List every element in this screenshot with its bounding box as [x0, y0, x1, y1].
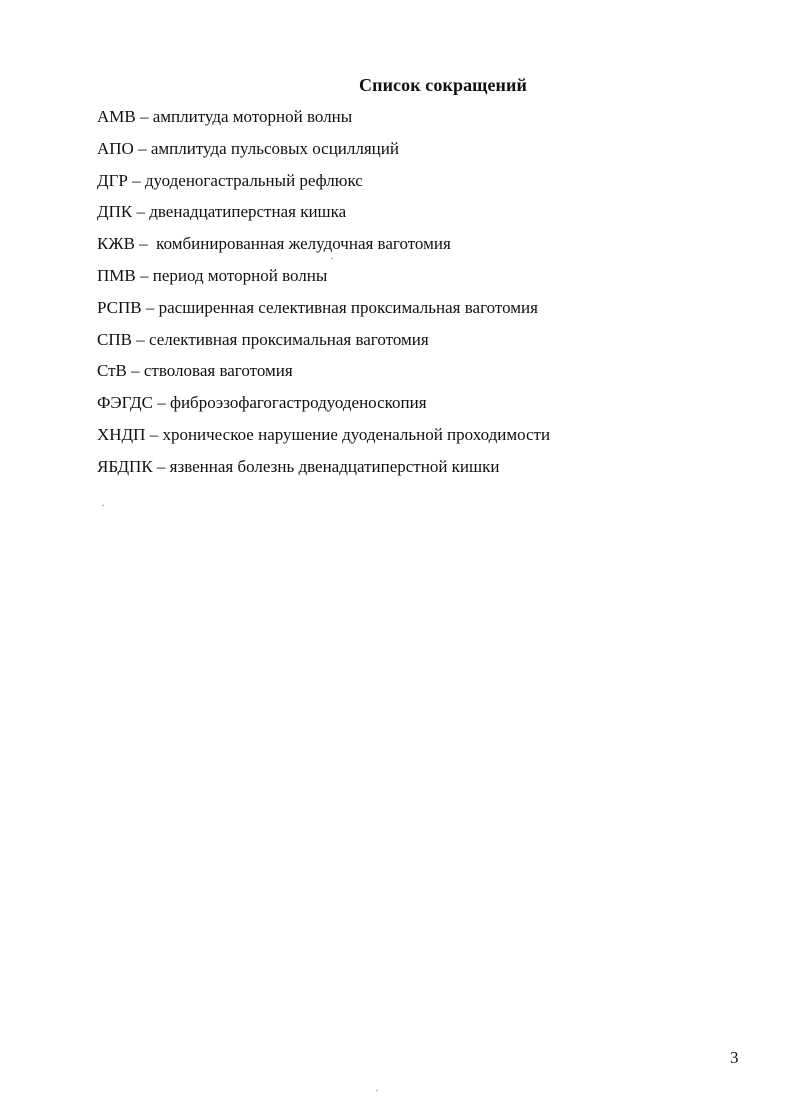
separator: – [141, 297, 159, 317]
separator: – [131, 329, 149, 349]
abbreviation-term: СПВ [97, 329, 132, 349]
separator: – [145, 424, 163, 444]
abbreviation-definition: стволовая ваготомия [143, 361, 293, 381]
list-item [97, 169, 550, 201]
list-item [97, 391, 550, 423]
abbreviation-definition: селективная проксимальная ваготомия [148, 329, 429, 349]
abbreviation-definition: дуоденогастральный рефлюкс [144, 170, 363, 190]
abbreviation-term: КЖВ [97, 234, 135, 254]
separator: – [152, 456, 170, 476]
page-title: Список сокращений [359, 75, 527, 95]
abbreviation-definition: амплитуда пульсовых осцилляций [150, 138, 399, 158]
list-item [97, 105, 550, 137]
list-item [97, 455, 550, 487]
list-item [97, 232, 550, 264]
separator: – [132, 202, 150, 222]
list-item [97, 423, 550, 455]
list-item [97, 359, 550, 391]
scan-speck [376, 1089, 378, 1091]
separator: – [133, 138, 151, 158]
separator: – [135, 107, 153, 126]
abbreviation-definition: период моторной волны [152, 265, 328, 285]
abbreviation-definition: фиброэзофагогастродуоденоскопия [169, 393, 427, 413]
scan-speck [102, 504, 104, 506]
abbreviation-list [97, 105, 550, 487]
list-item [97, 200, 550, 232]
separator: – [152, 393, 170, 413]
list-item [97, 296, 550, 328]
abbreviation-definition: двенадцатиперстная кишка [149, 202, 347, 222]
abbreviation-term: ПМВ [97, 265, 136, 285]
abbreviation-definition: хроническое нарушение дуоденальной проходимости [162, 424, 551, 444]
separator: – [127, 170, 145, 190]
list-item [97, 328, 550, 360]
abbreviation-term: СтВ [97, 361, 127, 381]
abbreviation-definition: амплитуда моторной волны [152, 107, 353, 126]
separator: – [126, 361, 144, 381]
separator: – [135, 265, 153, 285]
list-item [97, 137, 550, 169]
abbreviation-term: РСПВ [97, 297, 142, 317]
abbreviation-term: ЯБДПК [97, 456, 153, 476]
abbreviation-term: ДГР [97, 170, 128, 190]
abbreviation-definition: язвенная болезнь двенадцатиперстной кишки [169, 456, 500, 476]
abbreviation-term: АМВ [97, 107, 136, 126]
abbreviation-term: ДПК [97, 202, 133, 222]
abbreviation-term: ХНДП [97, 424, 146, 444]
abbreviation-definition: комбинированная желудочная ваготомия [156, 234, 451, 254]
list-item [97, 264, 550, 296]
separator: – [134, 234, 157, 254]
abbreviation-term: АПО [97, 138, 134, 158]
abbreviation-definition: расширенная селективная проксимальная ваготомия [158, 297, 538, 317]
page-number: 3 [730, 1048, 739, 1067]
abbreviation-term: ФЭГДС [97, 393, 153, 413]
